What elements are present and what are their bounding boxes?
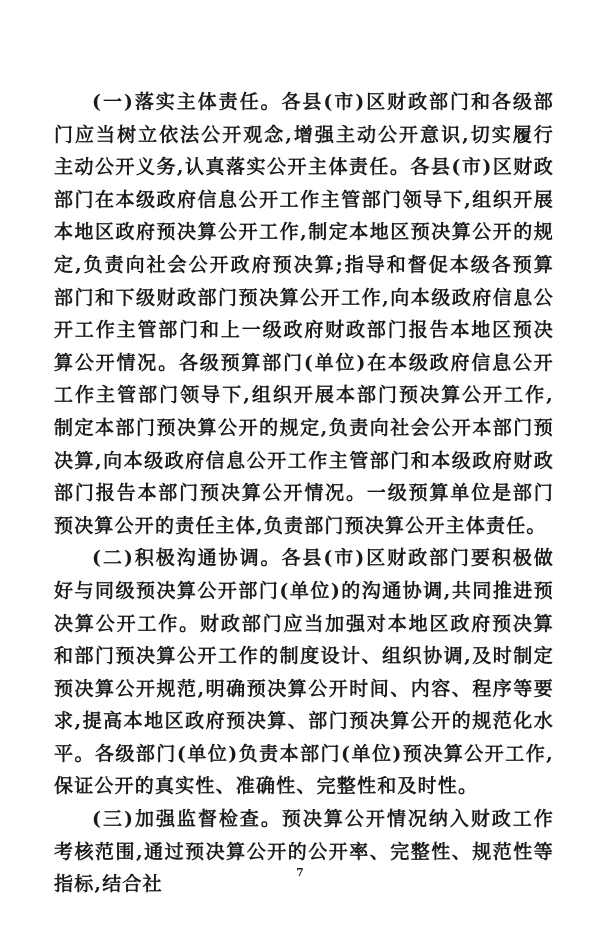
- page-number: 7: [296, 866, 304, 879]
- paragraph-communication-coordination: (二)积极沟通协调。各县(市)区财政部门要积极做好与同级预决算公开部门(单位)的沟通协调,共同推进预决算公开工作。财政部门应当加强对本地区政府预决算和部门预决算公开工作的制度设计、组织协调,及时制定预决算公开规范,明确预决算公开时间、内容、程序等要求,提高本地区政府预决算、部门预决算公开的规范化水平。各级部门(单位)负责本部门(单位)预决算公开工作,保证公开的真实性、准确性、完整性和及时性。: [54, 547, 554, 798]
- paragraph-supervision-inspection: (三)加强监督检查。预决算公开情况纳入财政工作考核范围,通过预决算公开的公开率、完整性、规范性等指标,结合社: [54, 808, 554, 896]
- document-body: [54, 86, 554, 901]
- paragraph-implement-responsibility: (一)落实主体责任。各县(市)区财政部门和各级部门应当树立依法公开观念,增强主动公开意识,切实履行主动公开义务,认真落实公开主体责任。各县(市)区财政部门在本级政府信息公开工作主管部门领导下,组织开展本地区政府预决算公开工作,制定本地区预决算公开的规定,负责向社会公开政府预决算;指导和督促本级各预算部门和下级财政部门预决算公开工作,向本级政府信息公开工作主管部门和上一级政府财政部门报告本地区预决算公开情况。各级预算部门(单位)在本级政府信息公开工作主管部门领导下,组织开展本部门预决算公开工作,制定本部门预决算公开的规定,负责向社会公开本部门预决算,向本级政府信息公开工作主管部门和本级政府财政部门报告本部门预决算公开情况。一级预算单位是部门预决算公开的责任主体,负责部门预决算公开主体责任。: [54, 91, 554, 537]
